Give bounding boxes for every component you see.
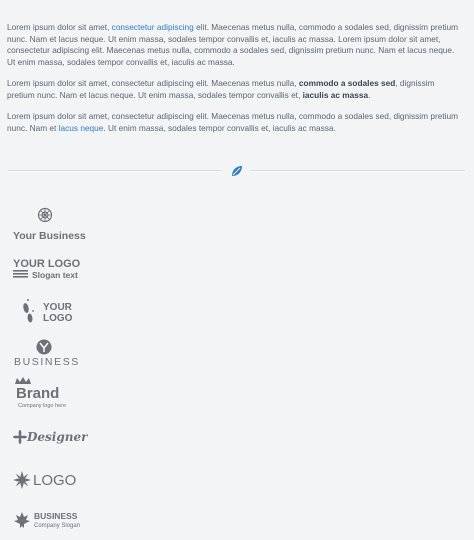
logo-text-your-logo: YOUR LOGO — [13, 258, 81, 270]
logo-text-brand: Brand — [16, 385, 60, 402]
logo-text-slogan: Slogan text — [32, 270, 78, 280]
text-run: Lorem ipsum dolor sit amet, — [7, 22, 112, 32]
bold-text: commodo a sodales sed — [298, 78, 396, 88]
logo-sun-logo[interactable] — [8, 464, 98, 500]
flower-icon — [39, 209, 52, 222]
paragraph-2 — [7, 78, 463, 101]
sunburst-icon — [13, 471, 31, 489]
logo-text-logo-sun: LOGO — [33, 472, 77, 489]
logo-designer[interactable] — [8, 421, 98, 457]
logo-your-business[interactable] — [8, 206, 98, 242]
logo-text-designer: Designer — [27, 430, 88, 444]
paragraph-3 — [7, 111, 463, 134]
logo-text-business: BUSINESS — [14, 356, 80, 368]
divider-line-left — [8, 170, 221, 172]
stripes-icon — [13, 270, 28, 278]
text-run: Lorem ipsum dolor sit amet, consectetur adipiscing elit. Maecenas metus nulla, — [7, 78, 299, 88]
logo-text-business-2: BUSINESS — [34, 511, 78, 521]
logo-footprints[interactable] — [8, 294, 98, 330]
text-run: , dignissim pretium nunc. Nam et lacus neque. Ut enim massa, sodales tempor convallis et, — [7, 78, 435, 100]
maple-leaf-icon — [14, 512, 30, 528]
logo-text-company-logo-here: Company logo here — [18, 403, 67, 409]
logo-text-your-business: Your Business — [13, 230, 86, 242]
logo-your-logo-slogan[interactable] — [8, 256, 98, 292]
crown-icon — [15, 377, 31, 384]
text-run: Lorem ipsum dolor sit amet, consectetur adipiscing elit. Maecenas metus nulla, commodo a sodales sed, dignissim pretium nunc. Nam et — [7, 111, 459, 133]
text-run: elit. Maecenas metus nulla, commodo a sodales sed, dignissim pretium nunc. Nam et lacus neque. Ut enim massa, sodales tempor convallis et, iaculis ac massa. Lorem ipsum dolor sit amet, consectetur adipiscing elit. Maecenas metus nulla, commodo a sodales sed, dignissim pretium nunc. Nam et lacus neque. Ut enim massa, sodales tempor convallis et, iaculis ac massa. — [7, 22, 459, 67]
logo-text-company-slogan: Company Slogan — [34, 523, 81, 529]
inline-link[interactable]: lacus neque — [58, 122, 104, 133]
bold-text: iaculis ac massa — [302, 89, 369, 100]
cropped-heading-strip — [0, 0, 474, 6]
leaf-icon — [230, 164, 244, 178]
logo-brand[interactable] — [8, 376, 98, 412]
inline-link[interactable]: consectetur adipiscing — [111, 22, 194, 32]
logo-business-leaf[interactable] — [8, 504, 98, 540]
article-content — [7, 22, 463, 144]
logo-text-your: YOUR — [43, 302, 72, 313]
y-emblem-icon — [37, 340, 52, 355]
section-divider — [8, 164, 465, 178]
footprints-icon — [22, 299, 33, 323]
divider-line-right — [250, 170, 465, 172]
text-run: . Ut enim massa, sodales tempor convallis et, iaculis ac massa. — [103, 122, 336, 133]
ornament-icon — [13, 430, 27, 444]
paragraph-1 — [7, 22, 463, 68]
logo-business-y[interactable] — [8, 337, 98, 373]
text-run: . — [368, 89, 371, 100]
logo-text-logo: LOGO — [43, 313, 73, 324]
